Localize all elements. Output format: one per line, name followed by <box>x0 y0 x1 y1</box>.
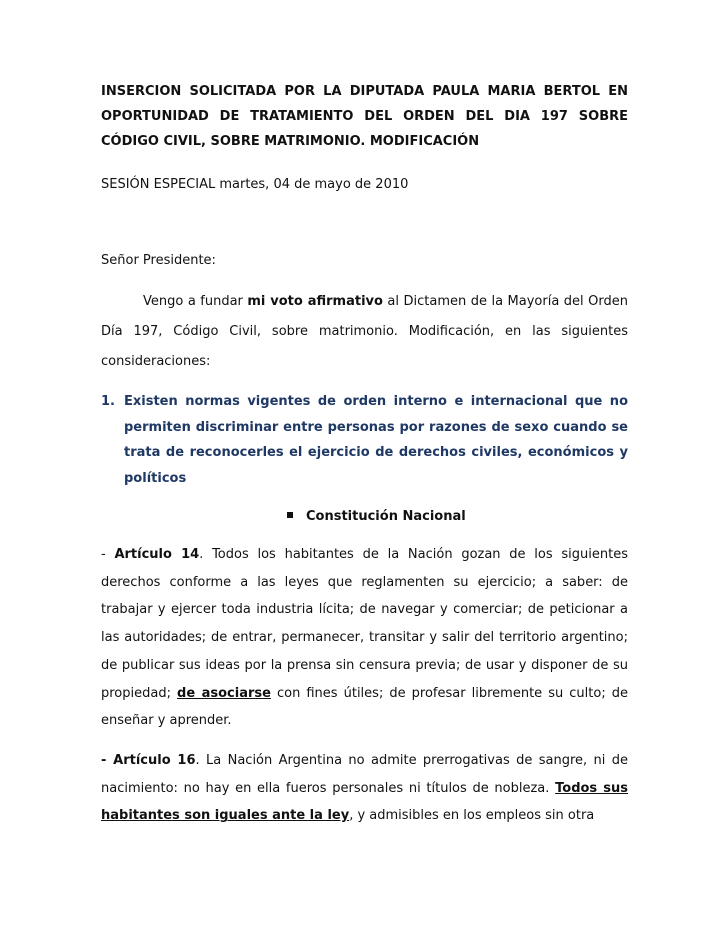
session-date: SESIÓN ESPECIAL martes, 04 de mayo de 2010 <box>101 177 409 192</box>
article-16-paragraph <box>101 747 628 830</box>
article-14-label: Artículo 14 <box>114 547 200 562</box>
section-heading <box>101 504 628 529</box>
article-14-underlined: de asociarse <box>177 685 271 701</box>
title-line: CÓDIGO CIVIL, SOBRE MATRIMONIO. MODIFICACIÓN <box>101 134 480 149</box>
document-page <box>101 79 628 830</box>
intro-paragraph <box>101 287 628 377</box>
title-line: INSERCION SOLICITADA POR LA DIPUTADA PAULA MARIA BERTOL EN <box>101 84 628 99</box>
article-16-underlined: Todos sus habitantes son iguales ante la ley <box>101 780 628 824</box>
square-bullet-icon <box>287 512 293 518</box>
document-title <box>101 79 628 154</box>
article-14-text-2: con fines útiles; de profesar libremente su culto; de enseñar y aprender. <box>101 685 628 729</box>
numbered-point-1 <box>101 389 628 491</box>
article-16-label: - Artículo 16 <box>101 752 196 768</box>
section-heading-text: Constitución Nacional <box>306 509 466 524</box>
point-number: 1. <box>101 394 115 409</box>
intro-text-before: Vengo a fundar <box>143 294 248 309</box>
salutation: Señor Presidente: <box>101 253 216 268</box>
article-16-text-2: , y admisibles en los empleos sin otra <box>349 808 595 824</box>
article-14-paragraph <box>101 541 628 735</box>
article-14-prefix: - <box>101 547 115 562</box>
intro-text-after: al Dictamen de la Mayoría del Orden Día 197, Código Civil, sobre matrimonio. Modificación, en las siguientes consideraciones: <box>101 294 628 369</box>
intro-bold-text: mi voto afirmativo <box>247 294 383 309</box>
point-text: Existen normas vigentes de orden interno e internacional que no permiten discriminar entre personas por razones de sexo cuando se trata de reconocerles el ejercicio de derechos civiles, económicos y políticos <box>124 394 628 486</box>
article-16-text-1: . La Nación Argentina no admite prerrogativas de sangre, ni de nacimiento: no hay en ella fueros personales ni títulos de nobleza. <box>101 752 628 796</box>
title-line: OPORTUNIDAD DE TRATAMIENTO DEL ORDEN DEL DIA 197 SOBRE <box>101 109 628 124</box>
article-14-text-1: . Todos los habitantes de la Nación gozan de los siguientes derechos conforme a las leyes que reglamenten su ejercicio; a saber: de trabajar y ejercer toda industria lícita; de navegar y comerciar; de peticionar a las autoridades; de entrar, permanecer, transitar y salir del territorio argentino; de publicar sus ideas por la prensa sin censura previa; de usar y disponer de su propiedad; <box>101 547 628 701</box>
